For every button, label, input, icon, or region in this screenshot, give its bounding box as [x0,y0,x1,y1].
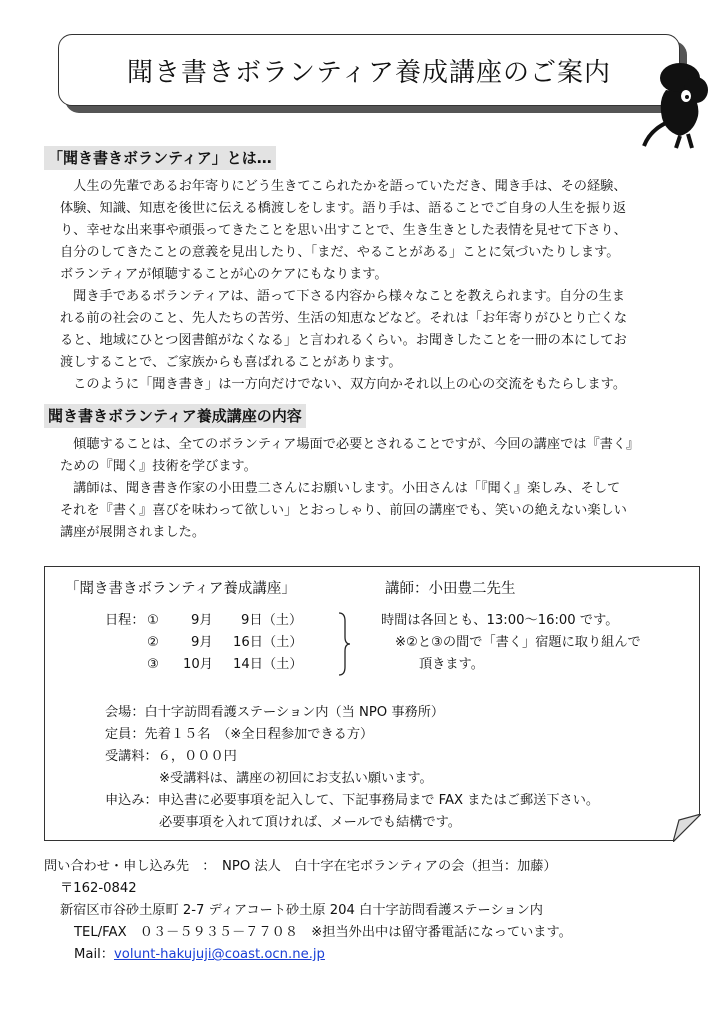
application-note: 必要事項を入れて頂ければ、メールでも結構です。 [159,815,461,830]
text-line: れる前の社会のこと、先人たちの苦労、生活の知恵などなど。それは「お年寄りがひとり亡くな [60,311,628,326]
mail-row [74,944,325,966]
schedule-label: 日程： [105,613,145,628]
section-body-course-content [60,434,680,544]
time-note: 時間は各回とも、13:00～16:00 です。 [381,613,619,628]
postal-code: 〒162-0842 [60,881,137,896]
date-month: 9月 [191,613,213,628]
fee: 受講料：６，０００円 [105,749,237,764]
email-link[interactable]: volunt-hakujuji@coast.ocn.ne.jp [113,947,325,962]
capacity: 定員：先着１５名 （※全日程参加できる方） [105,727,374,742]
text-line: 人生の先輩であるお年寄りにどう生きてこられたかを語っていただき、聞き手は、その経験、 [60,179,627,194]
page-title: 聞き書きボランティア養成講座のご案内 [127,57,611,88]
page-fold-icon [673,814,701,842]
text-line: 渡しすることで、ご家族からも喜ばれることがあります。 [60,355,402,370]
text-line: 自分のしてきたことの意義を見出したり、「まだ、やることがある」ことに気づいたりします。 [60,245,620,260]
date-month: 10月 [183,657,213,672]
section-heading-course-content: 聞き書きボランティア養成講座の内容 [44,404,306,428]
address: 新宿区市谷砂土原町 2-7 ディアコート砂土原 204 白十字訪問看護ステーション内 [60,903,543,918]
text-line: 聞き手であるボランティアは、語って下さる内容から様々なことを教えられます。自分の生ま [60,289,625,304]
text-line: 体験、知識、知恵を後世に伝える橋渡しをします。語り手は、語ることでご自身の人生を振り返 [60,201,627,216]
right-brace-icon [337,611,351,677]
date-num: ② [147,635,159,650]
text-line: り、幸せな出来事や頑張ってきたことを思い出すことで、生き生きとした表情を見せて下さり、 [60,223,627,238]
date-num: ③ [147,657,159,672]
date-num: ① [147,613,159,628]
text-line: 傾聴することは、全てのボランティア場面で必要とされることですが、今回の講座では『書く』 [60,437,640,452]
text-line: このように「聞き書き」は一方向だけでない、双方向かそれ以上の心の交流をもたらします。 [60,377,627,392]
mouse-mascot-illustration [636,60,720,150]
text-line: ると、地域にひとつ図書館がなくなる」と言われるくらい。お聞きしたことを一冊の本にしてお [60,333,627,348]
mail-label: Mail： [74,947,114,962]
text-line: ための『聞く』技術を学びます。 [60,459,257,474]
section-body-what-is [60,176,680,396]
venue: 会場：白十字訪問看護ステーション内（当 NPO 事務所） [105,705,445,720]
tel-fax: TEL/FAX ０３－５９３５－７７０８ ※担当外出中は留守番電話になっています。 [74,925,572,940]
homework-note-cont: 頂きます。 [419,657,484,672]
lecturer: 講師：小田豊二先生 [385,581,516,597]
text-line: それを『書く』喜びを味わって欲しい」とおっしゃり、前回の講座でも、笑いの絶えない楽しい [60,503,627,518]
title-banner [58,34,680,106]
section-heading-what-is: 「聞き書きボランティア」とは… [44,146,276,170]
contact-header: 問い合わせ・申し込み先 ： NPO 法人 白十字在宅ボランティアの会（担当：加藤） [44,859,557,874]
text-line: 講師は、聞き書き作家の小田豊二さんにお願いします。小田さんは「『聞く』楽しみ、そして [60,481,621,496]
date-month: 9月 [191,635,213,650]
date-day: 16日（土） [233,635,303,650]
text-line: 講座が展開されました。 [60,525,206,540]
fee-note: ※受講料は、講座の初回にお支払い願います。 [159,771,433,786]
application: 申込み：申込書に必要事項を記入して、下記事務局まで FAX またはご郵送下さい。 [105,793,600,808]
date-day: 9日（土） [241,613,303,628]
course-name: 「聞き書きボランティア養成講座」 [65,581,296,597]
date-day: 14日（土） [233,657,303,672]
text-line: ボランティアが傾聴することが心のケアにもなります。 [60,267,388,282]
homework-note: ※②と③の間で「書く」宿題に取り組んで [395,635,641,650]
course-details-box [44,566,700,841]
